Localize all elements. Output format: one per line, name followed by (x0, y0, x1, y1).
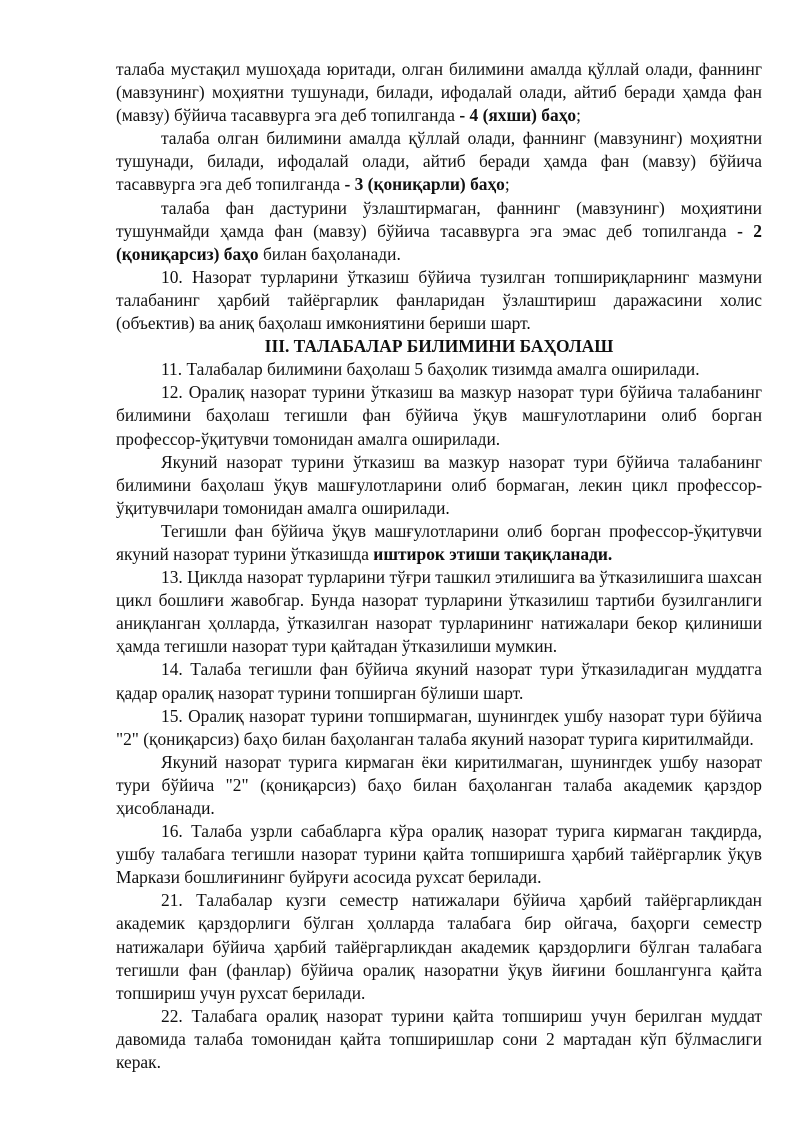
paragraph-text: 10. Назорат турларини ўтказиш бўйича тузилган топшириқларнинг мазмуни талабанинг ҳарбий тайёргарлик фанларидан ўзлаштириш даражасини холис (объектив) ва аниқ баҳолаш имкониятини бериши шарт. (116, 266, 762, 334)
paragraph-text: 12. Оралиқ назорат турини ўтказиш ва мазкур назорат тури бўйича талабанинг билимини баҳолаш тегишли фан бўйича ўқув машғулотларини олиб борган профессор-ўқитувчи томонидан амалга оширилади. (116, 382, 762, 449)
paragraph-text: 13. Циклда назорат турларини тўғри ташкил этилишига ва ўтказилишига шахсан цикл бошлиғи жавобгар. Бунда назорат турларини ўтказилиш тартиби бузилганлиги аниқланган ҳолларда, ўтказилган назорат турларининг натижалари бекор қилиниши ҳамда тегишли назорат тури қайтадан ўтказилиши мумкин. (116, 567, 762, 657)
paragraph-text: 21. Талабалар кузги семестр натижалари бўйича ҳарбий тайёргарликдан академик қарздорлиги бўлган ҳолларда талабага бир ойгача, баҳорги семестр натижалари бўйича ҳарбий тайёргарликдан академик қарздорлиги бўлган талабага тегишли фан (фанлар) бўйича оралиқ назоратни ўқув йиғини бошлангунга қайта топшириш учун рухсат берилади. (116, 890, 762, 1003)
paragraph-item-11 (116, 358, 762, 381)
paragraph-text: 22. Талабага оралиқ назорат турини қайта топшириш учун берилган муддат давомида талаба томонидан қайта топширишлар сони 2 мартадан кўп бўлмаслиги керак. (116, 1005, 762, 1073)
paragraph-text: талаба олган билимини амалда қўллай олади, фаннинг (мавзунинг) моҳиятни тушунади, билади, ифодалай олади, айтиб беради ҳамда фан (мавзу) бўйича тасаввурга эга деб топилганда (116, 128, 762, 195)
paragraph-item-16 (116, 820, 762, 889)
prohibition-bold: иштирок этиши тақиқланади. (373, 543, 613, 564)
paragraph-grade-4 (116, 58, 762, 127)
paragraph-item-10 (116, 266, 762, 335)
section-heading: III. ТАЛАБАЛАР БИЛИМИНИ БАҲОЛАШ (264, 336, 614, 357)
paragraph-item-15 (116, 705, 762, 751)
paragraph-item-13 (116, 566, 762, 658)
paragraph-final-control (116, 451, 762, 520)
paragraph-academic-debt (116, 751, 762, 820)
paragraph-text: Тегишли фан бўйича ўқув машғулотларини олиб борган профессор-ўқитувчи якуний назорат турини ўтказишда (116, 520, 762, 564)
grade-4-label: - 4 (яхши) баҳо (459, 105, 577, 126)
paragraph-prohibition (116, 520, 762, 566)
paragraph-grade-2 (116, 197, 762, 266)
document-page (116, 58, 762, 1074)
paragraph-text: талаба мустақил мушоҳада юритади, олган билимини амалда қўллай олади, фаннинг (мавзунинг) моҳиятни тушунади, билади, ифодалай олади, айтиб беради ҳамда фан (мавзу) бўйича тасаввурга эга деб топилганда (116, 59, 762, 126)
paragraph-item-22 (116, 1005, 762, 1074)
paragraph-item-14 (116, 658, 762, 704)
paragraph-item-21 (116, 889, 762, 1004)
paragraph-text: 14. Талаба тегишли фан бўйича якуний назорат тури ўтказиладиган муддатга қадар оралиқ назорат турини топширган бўлиши шарт. (116, 659, 762, 703)
paragraph-tail: ; (576, 105, 581, 126)
paragraph-text: талаба фан дастурини ўзлаштирмаган, фаннинг (мавзунинг) моҳиятини тушунмайди ҳамда фан (мавзу) бўйича тасаввурга эга эмас деб топилганда (116, 197, 762, 241)
paragraph-text: 11. Талабалар билимини баҳолаш 5 баҳолик тизимда амалга оширилади. (161, 359, 700, 380)
paragraph-tail: билан баҳоланади. (262, 243, 401, 264)
grade-3-label: - 3 (қониқарли) баҳо (344, 174, 505, 195)
paragraph-text: 16. Талаба узрли сабабларга кўра оралиқ назорат турига кирмаган тақдирда, ушбу талабага тегишли назорат турини қайта топширишга ҳарбий тайёргарлик ўқув Маркази бошлиғининг буйруғи асосида рухсат берилади. (116, 821, 762, 888)
paragraph-item-12 (116, 381, 762, 450)
paragraph-text: Якуний назорат турига кирмаган ёки киритилмаган, шунингдек ушбу назорат тури бўйича "2" (қониқарсиз) баҳо билан баҳоланган талаба академик қарздор ҳисобланади. (116, 751, 762, 818)
paragraph-text: Якуний назорат турини ўтказиш ва мазкур назорат тури бўйича талабанинг билимини баҳолаш ўқув машғулотларини олиб бормаган, лекин цикл профессор-ўқитувчилари томонидан амалга оширилади. (116, 451, 762, 518)
paragraph-tail: ; (504, 174, 510, 195)
grade-2-label: - 2 (қониқарсиз) баҳо (116, 220, 762, 264)
paragraph-grade-3 (116, 127, 762, 196)
paragraph-text: 15. Оралиқ назорат турини топширмаган, шунингдек ушбу назорат тури бўйича "2" (қониқарсиз) баҳо билан баҳоланган талаба якуний назорат турига киритилмайди. (116, 705, 762, 749)
